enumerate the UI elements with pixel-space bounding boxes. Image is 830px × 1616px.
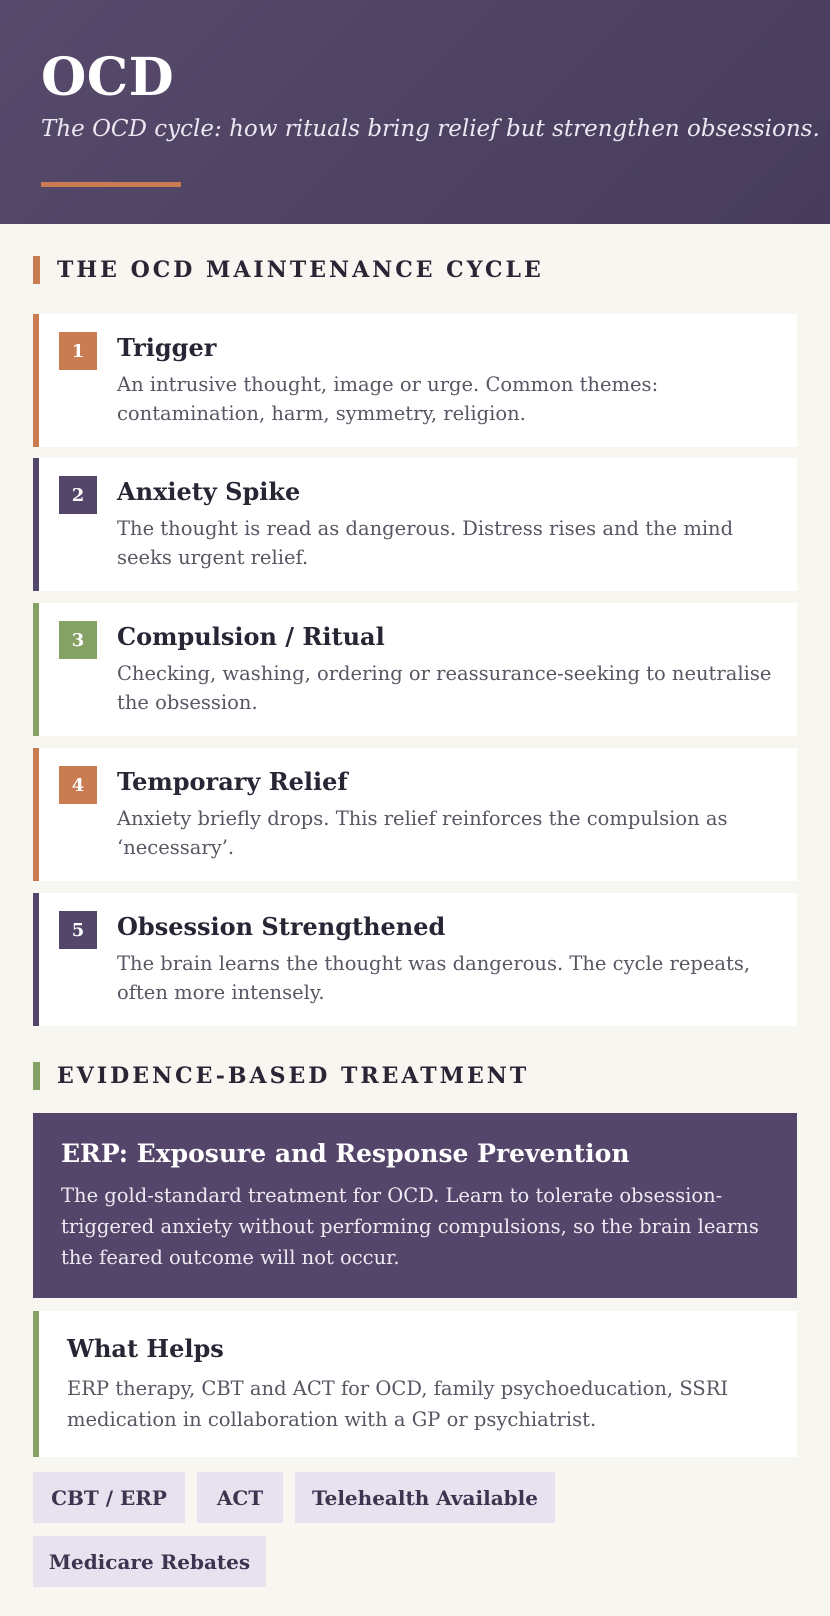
erp-title: ERP: Exposure and Response Prevention — [61, 1139, 630, 1168]
step-title: Compulsion / Ritual — [117, 622, 385, 651]
step-description: Checking, washing, ordering or reassurance-seeking to neutralise the obsession. — [117, 662, 772, 714]
erp-callout — [33, 1113, 797, 1298]
step-title: Trigger — [117, 333, 217, 362]
tag-cbt-erp: CBT / ERP — [33, 1472, 185, 1523]
step-title: Temporary Relief — [117, 767, 348, 796]
cycle-step-compulsion — [33, 603, 797, 736]
step-number-badge: 1 — [59, 332, 97, 370]
cycle-section-title: THE OCD MAINTENANCE CYCLE — [57, 257, 544, 283]
treatment-section-heading — [33, 1062, 529, 1090]
what-helps-title: What Helps — [67, 1334, 224, 1363]
page-subtitle: The OCD cycle: how rituals bring relief but strengthen obsessions. — [41, 116, 820, 142]
cycle-step-anxiety-spike — [33, 458, 797, 591]
cycle-step-temporary-relief — [33, 748, 797, 881]
step-description: An intrusive thought, image or urge. Common themes: contamination, harm, symmetry, religion. — [117, 373, 659, 425]
cycle-step-obsession-strengthened — [33, 893, 797, 1026]
erp-description: The gold-standard treatment for OCD. Learn to tolerate obsession-triggered anxiety without performing compulsions, so the brain learns the feared outcome will not occur. — [61, 1184, 759, 1269]
step-description: Anxiety briefly drops. This relief reinforces the compulsion as ‘necessary’. — [117, 807, 728, 859]
tag-act: ACT — [197, 1472, 283, 1523]
section-accent-bar — [33, 1062, 40, 1090]
step-title: Obsession Strengthened — [117, 912, 446, 941]
page-title: OCD — [41, 47, 175, 108]
what-helps-description: ERP therapy, CBT and ACT for OCD, family psychoeducation, SSRI medication in collaboration with a GP or psychiatrist. — [67, 1377, 729, 1431]
step-description: The thought is read as dangerous. Distress rises and the mind seeks urgent relief. — [117, 517, 734, 569]
step-number-badge: 3 — [59, 621, 97, 659]
page-header — [0, 0, 830, 224]
cycle-step-trigger — [33, 314, 797, 447]
step-number-badge: 2 — [59, 476, 97, 514]
what-helps-card — [33, 1311, 797, 1457]
step-description: The brain learns the thought was dangerous. The cycle repeats, often more intensely. — [117, 952, 751, 1004]
treatment-section-title: EVIDENCE-BASED TREATMENT — [57, 1063, 530, 1089]
tag-medicare-rebates: Medicare Rebates — [33, 1536, 266, 1587]
header-accent-rule — [41, 182, 181, 187]
step-title: Anxiety Spike — [117, 477, 301, 506]
tag-telehealth: Telehealth Available — [295, 1472, 555, 1523]
step-number-badge: 4 — [59, 766, 97, 804]
section-accent-bar — [33, 256, 40, 284]
cycle-section-heading — [33, 256, 544, 284]
step-number-badge: 5 — [59, 911, 97, 949]
